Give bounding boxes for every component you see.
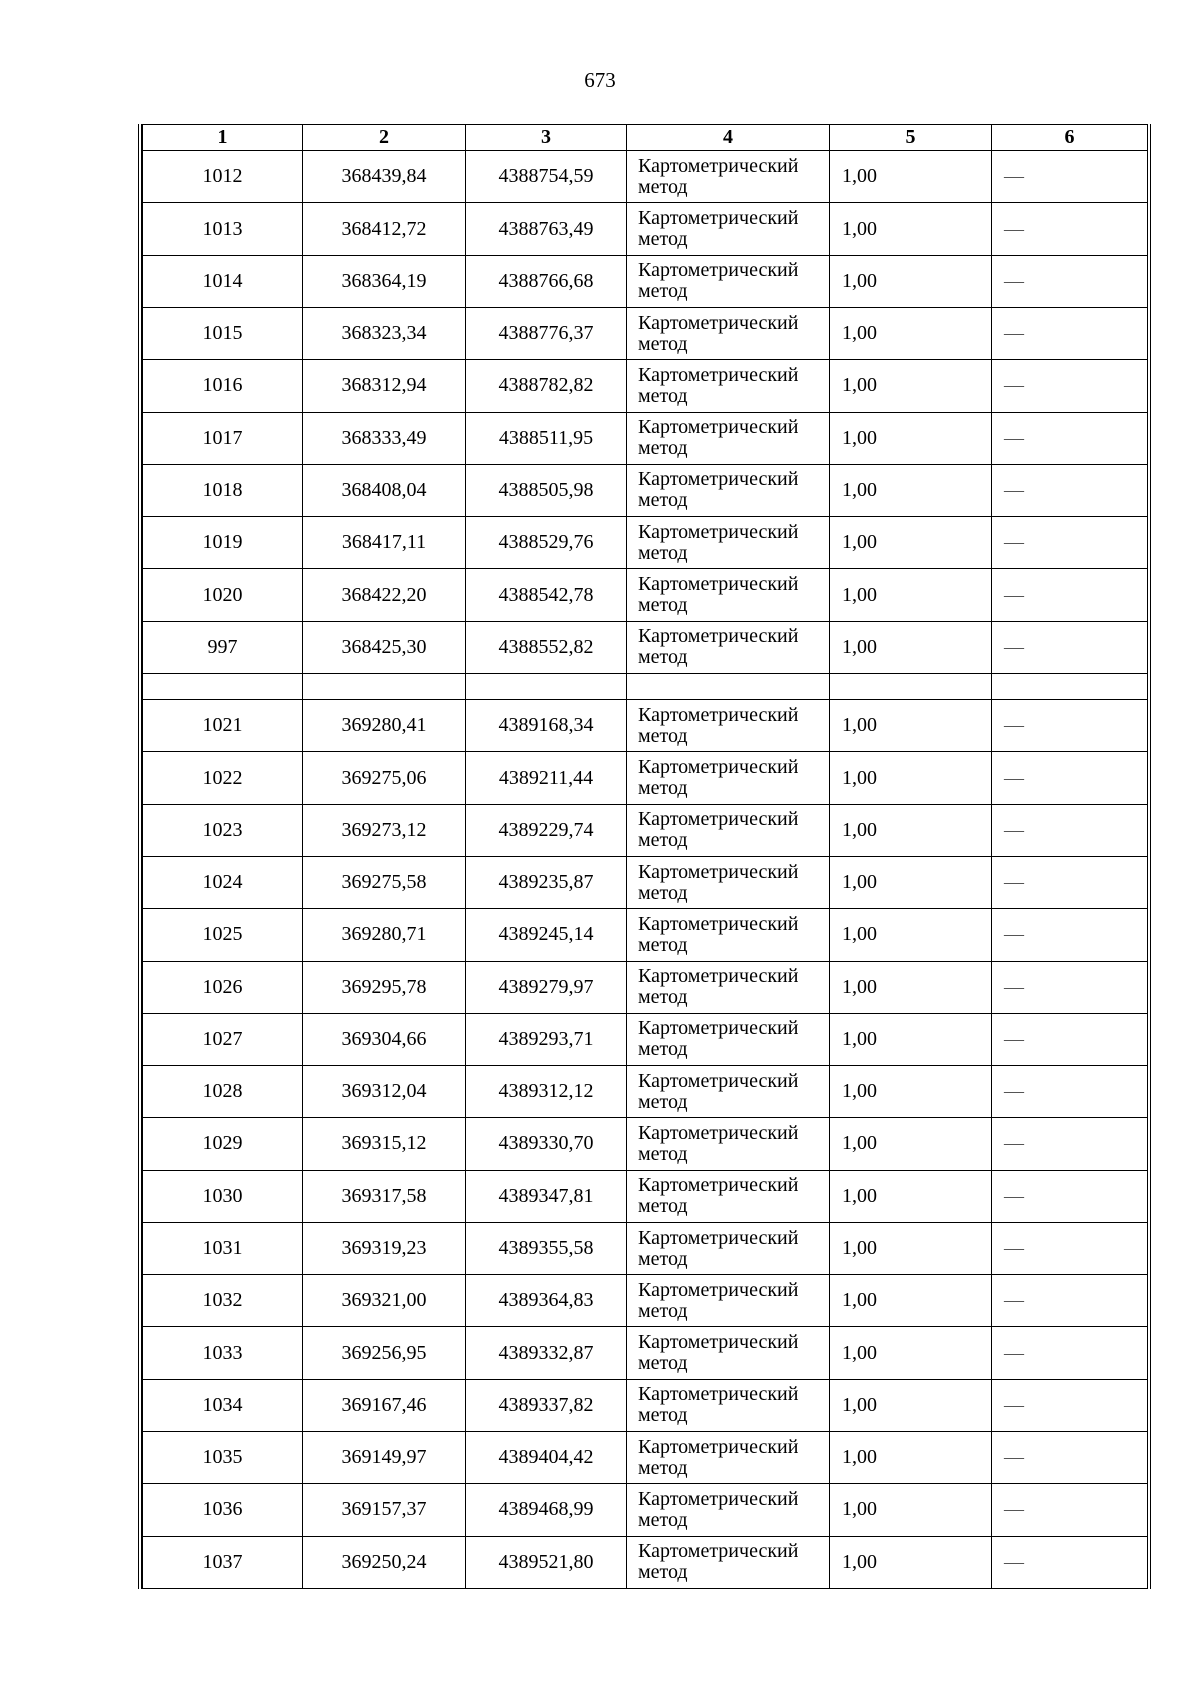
accuracy-cell: 1,00 [830, 1536, 992, 1588]
method-cell [627, 569, 830, 621]
method-text-line1: Картометрический [638, 468, 799, 491]
column-header-2: 2 [303, 125, 466, 151]
page-number: 673 [584, 68, 616, 92]
x-coordinate-cell: 369304,66 [303, 1013, 466, 1065]
x-coordinate-cell: 369295,78 [303, 961, 466, 1013]
note-cell: — [992, 1222, 1148, 1274]
x-coordinate-cell: 368422,20 [303, 569, 466, 621]
point-number-cell: 1019 [143, 517, 303, 569]
empty-cell [627, 673, 830, 699]
method-cell [627, 804, 830, 856]
x-coordinate-cell: 368323,34 [303, 307, 466, 359]
method-cell [627, 307, 830, 359]
accuracy-cell: 1,00 [830, 464, 992, 516]
x-coordinate-cell: 368333,49 [303, 412, 466, 464]
note-cell: — [992, 961, 1148, 1013]
point-number-cell: 1013 [143, 203, 303, 255]
point-number-cell: 1012 [143, 151, 303, 203]
x-coordinate-cell: 369280,41 [303, 700, 466, 752]
point-number-cell: 1024 [143, 856, 303, 908]
method-cell [627, 255, 830, 307]
accuracy-cell: 1,00 [830, 700, 992, 752]
method-text-line1: Картометрический [638, 207, 799, 230]
y-coordinate-cell: 4389235,87 [466, 856, 627, 908]
y-coordinate-cell: 4389468,99 [466, 1484, 627, 1536]
y-coordinate-cell: 4389521,80 [466, 1536, 627, 1588]
coordinates-table [138, 124, 1151, 1589]
table-row [143, 909, 1148, 961]
method-text-line1: Картометрический [638, 1383, 799, 1406]
x-coordinate-cell: 369321,00 [303, 1275, 466, 1327]
method-cell [627, 909, 830, 961]
note-cell: — [992, 856, 1148, 908]
method-text-line1: Картометрический [638, 703, 799, 726]
note-cell: — [992, 1327, 1148, 1379]
method-text-line1: Картометрический [638, 808, 799, 831]
method-text-line1: Картометрический [638, 1278, 799, 1301]
method-cell [627, 1170, 830, 1222]
table-row [143, 621, 1148, 673]
empty-cell [830, 673, 992, 699]
point-number-cell: 997 [143, 621, 303, 673]
y-coordinate-cell: 4388776,37 [466, 307, 627, 359]
point-number-cell: 1026 [143, 961, 303, 1013]
method-text-line2: метод [638, 594, 688, 617]
method-cell [627, 752, 830, 804]
accuracy-cell: 1,00 [830, 1432, 992, 1484]
point-number-cell: 1027 [143, 1013, 303, 1065]
empty-cell [143, 673, 303, 699]
y-coordinate-cell: 4389337,82 [466, 1379, 627, 1431]
method-cell [627, 203, 830, 255]
point-number-cell: 1033 [143, 1327, 303, 1379]
method-cell [627, 1484, 830, 1536]
x-coordinate-cell: 368312,94 [303, 360, 466, 412]
table-row [143, 1327, 1148, 1379]
method-text-line2: метод [638, 881, 688, 904]
y-coordinate-cell: 4389347,81 [466, 1170, 627, 1222]
method-text-line2: метод [638, 933, 688, 956]
point-number-cell: 1014 [143, 255, 303, 307]
point-number-cell: 1025 [143, 909, 303, 961]
note-cell: — [992, 307, 1148, 359]
table-row [143, 804, 1148, 856]
y-coordinate-cell: 4389355,58 [466, 1222, 627, 1274]
method-text-line1: Картометрический [638, 1174, 799, 1197]
x-coordinate-cell: 369275,58 [303, 856, 466, 908]
accuracy-cell: 1,00 [830, 307, 992, 359]
method-text-line2: метод [638, 280, 688, 303]
method-text-line2: метод [638, 1142, 688, 1165]
method-cell [627, 151, 830, 203]
method-text-line1: Картометрический [638, 416, 799, 439]
x-coordinate-cell: 369317,58 [303, 1170, 466, 1222]
accuracy-cell: 1,00 [830, 569, 992, 621]
x-coordinate-cell: 369273,12 [303, 804, 466, 856]
method-text-line1: Картометрический [638, 625, 799, 648]
table-row [143, 1275, 1148, 1327]
point-number-cell: 1034 [143, 1379, 303, 1431]
empty-cell [992, 673, 1148, 699]
y-coordinate-cell: 4389229,74 [466, 804, 627, 856]
y-coordinate-cell: 4388766,68 [466, 255, 627, 307]
x-coordinate-cell: 368425,30 [303, 621, 466, 673]
table-row [143, 1222, 1148, 1274]
empty-cell [466, 673, 627, 699]
point-number-cell: 1017 [143, 412, 303, 464]
note-cell: — [992, 1432, 1148, 1484]
method-cell [627, 1013, 830, 1065]
x-coordinate-cell: 369319,23 [303, 1222, 466, 1274]
y-coordinate-cell: 4388552,82 [466, 621, 627, 673]
method-text-line2: метод [638, 228, 688, 251]
note-cell: — [992, 804, 1148, 856]
y-coordinate-cell: 4388505,98 [466, 464, 627, 516]
x-coordinate-cell: 369256,95 [303, 1327, 466, 1379]
point-number-cell: 1030 [143, 1170, 303, 1222]
y-coordinate-cell: 4389293,71 [466, 1013, 627, 1065]
method-text-line2: метод [638, 1456, 688, 1479]
note-cell: — [992, 1066, 1148, 1118]
y-coordinate-cell: 4389211,44 [466, 752, 627, 804]
method-text-line1: Картометрический [638, 573, 799, 596]
accuracy-cell: 1,00 [830, 621, 992, 673]
note-cell: — [992, 909, 1148, 961]
method-text-line1: Картометрический [638, 1487, 799, 1510]
note-cell: — [992, 203, 1148, 255]
method-cell [627, 1432, 830, 1484]
accuracy-cell: 1,00 [830, 1013, 992, 1065]
accuracy-cell: 1,00 [830, 1275, 992, 1327]
table-row [143, 1536, 1148, 1588]
y-coordinate-cell: 4389279,97 [466, 961, 627, 1013]
y-coordinate-cell: 4388542,78 [466, 569, 627, 621]
accuracy-cell: 1,00 [830, 752, 992, 804]
table-row [143, 1013, 1148, 1065]
y-coordinate-cell: 4388511,95 [466, 412, 627, 464]
x-coordinate-cell: 369280,71 [303, 909, 466, 961]
method-text-line2: метод [638, 1299, 688, 1322]
method-cell [627, 856, 830, 908]
method-text-line1: Картометрический [638, 912, 799, 935]
empty-cell [303, 673, 466, 699]
note-cell: — [992, 1118, 1148, 1170]
note-cell: — [992, 1275, 1148, 1327]
method-text-line2: метод [638, 437, 688, 460]
accuracy-cell: 1,00 [830, 1170, 992, 1222]
method-cell [627, 1066, 830, 1118]
table-row [143, 700, 1148, 752]
method-text-line1: Картометрический [638, 1069, 799, 1092]
table-row [143, 1379, 1148, 1431]
point-number-cell: 1035 [143, 1432, 303, 1484]
y-coordinate-cell: 4389364,83 [466, 1275, 627, 1327]
table-row [143, 517, 1148, 569]
x-coordinate-cell: 369315,12 [303, 1118, 466, 1170]
note-cell: — [992, 1536, 1148, 1588]
method-cell [627, 1275, 830, 1327]
accuracy-cell: 1,00 [830, 517, 992, 569]
y-coordinate-cell: 4388763,49 [466, 203, 627, 255]
table-row [143, 464, 1148, 516]
accuracy-cell: 1,00 [830, 203, 992, 255]
accuracy-cell: 1,00 [830, 1379, 992, 1431]
point-number-cell: 1018 [143, 464, 303, 516]
method-text-line2: метод [638, 724, 688, 747]
x-coordinate-cell: 368364,19 [303, 255, 466, 307]
accuracy-cell: 1,00 [830, 909, 992, 961]
note-cell: — [992, 1013, 1148, 1065]
point-number-cell: 1028 [143, 1066, 303, 1118]
x-coordinate-cell: 369275,06 [303, 752, 466, 804]
method-cell [627, 1118, 830, 1170]
method-cell [627, 464, 830, 516]
method-text-line1: Картометрический [638, 520, 799, 543]
accuracy-cell: 1,00 [830, 1222, 992, 1274]
table-row [143, 1118, 1148, 1170]
method-text-line2: метод [638, 646, 688, 669]
method-text-line1: Картометрический [638, 1226, 799, 1249]
note-cell: — [992, 1484, 1148, 1536]
note-cell: — [992, 151, 1148, 203]
note-cell: — [992, 1170, 1148, 1222]
method-text-line2: метод [638, 541, 688, 564]
accuracy-cell: 1,00 [830, 961, 992, 1013]
y-coordinate-cell: 4388754,59 [466, 151, 627, 203]
x-coordinate-cell: 369167,46 [303, 1379, 466, 1431]
x-coordinate-cell: 369312,04 [303, 1066, 466, 1118]
accuracy-cell: 1,00 [830, 255, 992, 307]
table-row [143, 569, 1148, 621]
y-coordinate-cell: 4389332,87 [466, 1327, 627, 1379]
x-coordinate-cell: 368412,72 [303, 203, 466, 255]
note-cell: — [992, 517, 1148, 569]
point-number-cell: 1021 [143, 700, 303, 752]
table-header-row [143, 125, 1148, 151]
note-cell: — [992, 464, 1148, 516]
note-cell: — [992, 1379, 1148, 1431]
method-text-line1: Картометрический [638, 1540, 799, 1563]
accuracy-cell: 1,00 [830, 360, 992, 412]
method-text-line1: Картометрический [638, 311, 799, 334]
method-text-line1: Картометрический [638, 363, 799, 386]
y-coordinate-cell: 4389312,12 [466, 1066, 627, 1118]
column-header-6: 6 [992, 125, 1148, 151]
method-text-line2: метод [638, 1195, 688, 1218]
x-coordinate-cell: 368408,04 [303, 464, 466, 516]
accuracy-cell: 1,00 [830, 804, 992, 856]
method-text-line1: Картометрический [638, 154, 799, 177]
table-row [143, 255, 1148, 307]
point-number-cell: 1015 [143, 307, 303, 359]
accuracy-cell: 1,00 [830, 1484, 992, 1536]
method-cell [627, 1327, 830, 1379]
table-row [143, 961, 1148, 1013]
method-text-line1: Картометрический [638, 860, 799, 883]
method-cell [627, 1536, 830, 1588]
note-cell: — [992, 569, 1148, 621]
column-header-1: 1 [143, 125, 303, 151]
method-text-line2: метод [638, 175, 688, 198]
method-cell [627, 621, 830, 673]
note-cell: — [992, 621, 1148, 673]
column-header-3: 3 [466, 125, 627, 151]
column-header-5: 5 [830, 125, 992, 151]
method-cell [627, 517, 830, 569]
method-text-line2: метод [638, 1561, 688, 1584]
method-text-line2: метод [638, 1508, 688, 1531]
point-number-cell: 1031 [143, 1222, 303, 1274]
x-coordinate-cell: 369250,24 [303, 1536, 466, 1588]
method-text-line1: Картометрический [638, 1435, 799, 1458]
table-row [143, 1484, 1148, 1536]
note-cell: — [992, 752, 1148, 804]
method-cell [627, 961, 830, 1013]
method-cell [627, 700, 830, 752]
method-text-line1: Картометрический [638, 756, 799, 779]
y-coordinate-cell: 4388529,76 [466, 517, 627, 569]
method-text-line2: метод [638, 829, 688, 852]
x-coordinate-cell: 369157,37 [303, 1484, 466, 1536]
x-coordinate-cell: 368417,11 [303, 517, 466, 569]
method-text-line2: метод [638, 332, 688, 355]
method-text-line1: Картометрический [638, 259, 799, 282]
method-text-line2: метод [638, 1352, 688, 1375]
method-text-line2: метод [638, 384, 688, 407]
point-number-cell: 1037 [143, 1536, 303, 1588]
note-cell: — [992, 255, 1148, 307]
table-row [143, 752, 1148, 804]
table-separator-row [143, 673, 1148, 699]
table-row [143, 307, 1148, 359]
table-row [143, 1170, 1148, 1222]
note-cell: — [992, 700, 1148, 752]
table-row [143, 856, 1148, 908]
table-row [143, 1432, 1148, 1484]
method-cell [627, 1379, 830, 1431]
method-cell [627, 412, 830, 464]
accuracy-cell: 1,00 [830, 1066, 992, 1118]
table-row [143, 151, 1148, 203]
method-text-line2: метод [638, 1038, 688, 1061]
point-number-cell: 1022 [143, 752, 303, 804]
y-coordinate-cell: 4388782,82 [466, 360, 627, 412]
point-number-cell: 1016 [143, 360, 303, 412]
method-text-line2: метод [638, 1247, 688, 1270]
method-text-line2: метод [638, 986, 688, 1009]
y-coordinate-cell: 4389245,14 [466, 909, 627, 961]
accuracy-cell: 1,00 [830, 1118, 992, 1170]
point-number-cell: 1036 [143, 1484, 303, 1536]
method-text-line1: Картометрический [638, 1121, 799, 1144]
x-coordinate-cell: 369149,97 [303, 1432, 466, 1484]
method-text-line2: метод [638, 1404, 688, 1427]
point-number-cell: 1020 [143, 569, 303, 621]
point-number-cell: 1032 [143, 1275, 303, 1327]
method-text-line2: метод [638, 777, 688, 800]
accuracy-cell: 1,00 [830, 856, 992, 908]
table-row [143, 1066, 1148, 1118]
column-header-4: 4 [627, 125, 830, 151]
y-coordinate-cell: 4389168,34 [466, 700, 627, 752]
note-cell: — [992, 412, 1148, 464]
accuracy-cell: 1,00 [830, 151, 992, 203]
y-coordinate-cell: 4389330,70 [466, 1118, 627, 1170]
method-text-line2: метод [638, 489, 688, 512]
point-number-cell: 1029 [143, 1118, 303, 1170]
y-coordinate-cell: 4389404,42 [466, 1432, 627, 1484]
x-coordinate-cell: 368439,84 [303, 151, 466, 203]
method-cell [627, 360, 830, 412]
method-text-line2: метод [638, 1090, 688, 1113]
accuracy-cell: 1,00 [830, 412, 992, 464]
method-text-line1: Картометрический [638, 965, 799, 988]
table-row [143, 203, 1148, 255]
method-cell [627, 1222, 830, 1274]
accuracy-cell: 1,00 [830, 1327, 992, 1379]
note-cell: — [992, 360, 1148, 412]
point-number-cell: 1023 [143, 804, 303, 856]
table-row [143, 360, 1148, 412]
table-row [143, 412, 1148, 464]
method-text-line1: Картометрический [638, 1331, 799, 1354]
method-text-line1: Картометрический [638, 1017, 799, 1040]
